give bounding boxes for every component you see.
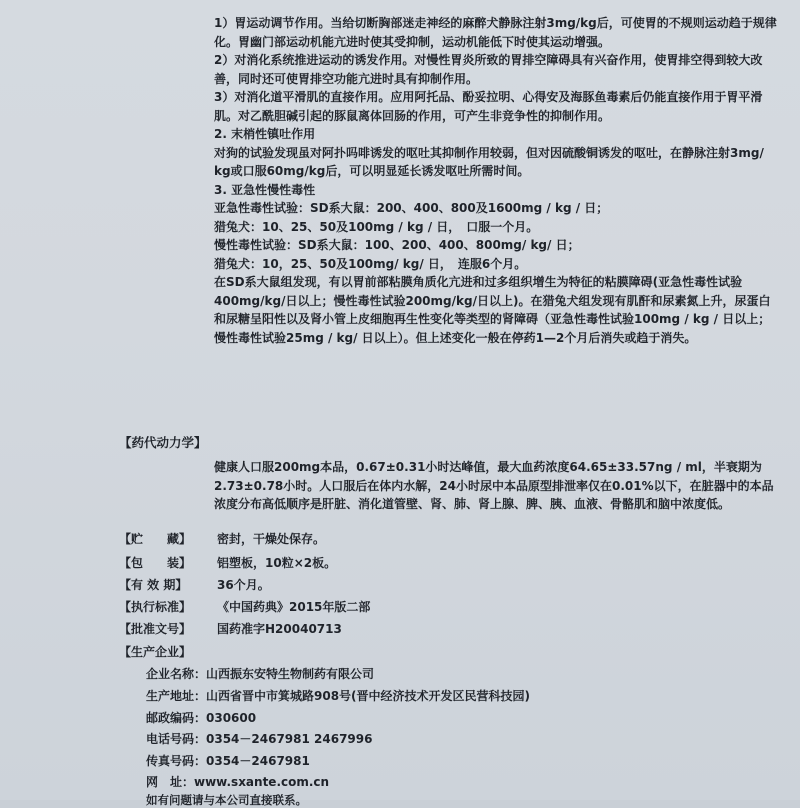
approval-row — [119, 620, 342, 638]
heading-antiemetic: 2. 末梢性镇吐作用 — [214, 127, 316, 141]
standard-value: 《中国药典》2015年版二部 — [217, 600, 371, 614]
packaging-row — [119, 554, 337, 572]
company-name: 企业名称：山西振东安特生物制药有限公司 — [146, 667, 375, 681]
manufacturer-label: 【生产企业】 — [119, 645, 192, 659]
pharmacology-text — [214, 14, 780, 347]
company-fax: 传真号码：0354－2467981 — [146, 754, 310, 768]
paragraph-smooth-muscle: 3）对消化道平滑肌的直接作用。应用阿托品、酚妥拉明、心得安及海豚鱼毒素后仍能直接作用于胃平滑肌。对乙酰胆碱引起的豚鼠离体回肠的作用，可产生非竞争性的抑制作用。 — [214, 90, 763, 123]
expiry-row — [119, 576, 270, 594]
storage-label: 【贮 藏】 — [119, 532, 192, 546]
paragraph-gastric-motility: 1）胃运动调节作用。当给切断胸部迷走神经的麻醉犬静脉注射3mg/kg后，可使胃的不规则运动趋于规律化。胃幽门部运动机能亢进时使其受抑制，运动机能低下时使其运动增强。 — [214, 16, 777, 49]
pk-paragraph: 健康人口服200mg本品，0.67±0.31小时达峰值，最大血药浓度64.65±33.57ng / ml，半衰期为2.73±0.78小时。人口服后在体内水解，24小时尿中本品原型排泄率仅在0.01%以下，在脏器中的本品浓度分布高低顺序是肝脏、消化道管壁、肾、肺、肾上腺、脾、胰、血液、骨骼肌和脑中浓度低。 — [214, 460, 774, 511]
toxicity-line-1: 亚急性毒性试验：SD系大鼠：200、400、800及1600mg / kg / 日； — [214, 201, 609, 215]
paragraph-antiemetic: 对狗的试验发现虽对阿扑吗啡诱发的呕吐其抑制作用较弱，但对因硫酸铜诱发的呕吐，在静脉注射3mg/ kg或口服60mg/kg后，可以明显延长诱发呕吐所需时间。 — [214, 145, 764, 178]
storage-value: 密封，干燥处保存。 — [217, 532, 326, 546]
approval-value: 国药准字H20040713 — [217, 622, 342, 636]
approval-label: 【批准文号】 — [119, 622, 192, 636]
paragraph-toxicity-findings: 在SD系大鼠组发现，有以胃前部粘膜角质化亢进和过多组织增生为特征的粘膜障碍(亚急性毒性试验400mg/kg/日以上；慢性毒性试验200mg/kg/日以上)。在猎兔犬组发现有肌酐和尿素氮上升，尿蛋白和尿糖呈阳性以及肾小管上皮细胞再生性变化等类型的肾障碍（亚急性毒性试验100mg / kg / 日以上；慢性毒性试验25mg / kg/ 日以上）。但上述变化一般在停药1—2个月后消失或趋于消失。 — [214, 275, 771, 345]
packaging-value: 铝塑板，10粒×2板。 — [217, 556, 337, 570]
heading-toxicity: 3. 亚急性慢性毒性 — [214, 182, 316, 197]
toxicity-line-3: 慢性毒性试验：SD系大鼠：100、200、400、800mg/ kg/ 日； — [214, 238, 580, 252]
storage-row — [119, 530, 326, 548]
toxicity-line-4: 猎兔犬：10，25、50及100mg/ kg/ 日， 连服6个月。 — [214, 256, 527, 271]
packaging-label: 【包 装】 — [119, 556, 192, 570]
standard-label: 【执行标准】 — [119, 600, 192, 614]
toxicity-line-2: 猎兔犬：10、25、50及100mg / kg / 日， 口服一个月。 — [214, 219, 539, 234]
contact-note: 如有问题请与本公司直接联系。 — [146, 793, 307, 807]
expiry-value: 36个月。 — [217, 578, 270, 592]
company-postcode: 邮政编码：030600 — [146, 711, 257, 725]
manufacturer-row — [119, 643, 203, 661]
standard-row — [119, 598, 371, 616]
paragraph-propulsion: 2）对消化系统推进运动的诱发作用。对慢性胃炎所致的胃排空障碍具有兴奋作用，使胃排空得到较大改善，同时还可使胃排空功能亢进时具有抑制作用。 — [214, 53, 763, 86]
company-address: 生产地址：山西省晋中市箕城路908号(晋中经济技术开发区民营科技园) — [146, 689, 531, 703]
pk-text-block — [214, 458, 780, 514]
pk-heading: 【药代动力学】 — [119, 435, 207, 450]
expiry-label: 【有 效 期】 — [119, 578, 188, 592]
company-website: 网 址：www.sxante.com.cn — [146, 775, 330, 789]
company-phone: 电话号码：0354－2467981 2467996 — [146, 732, 373, 746]
